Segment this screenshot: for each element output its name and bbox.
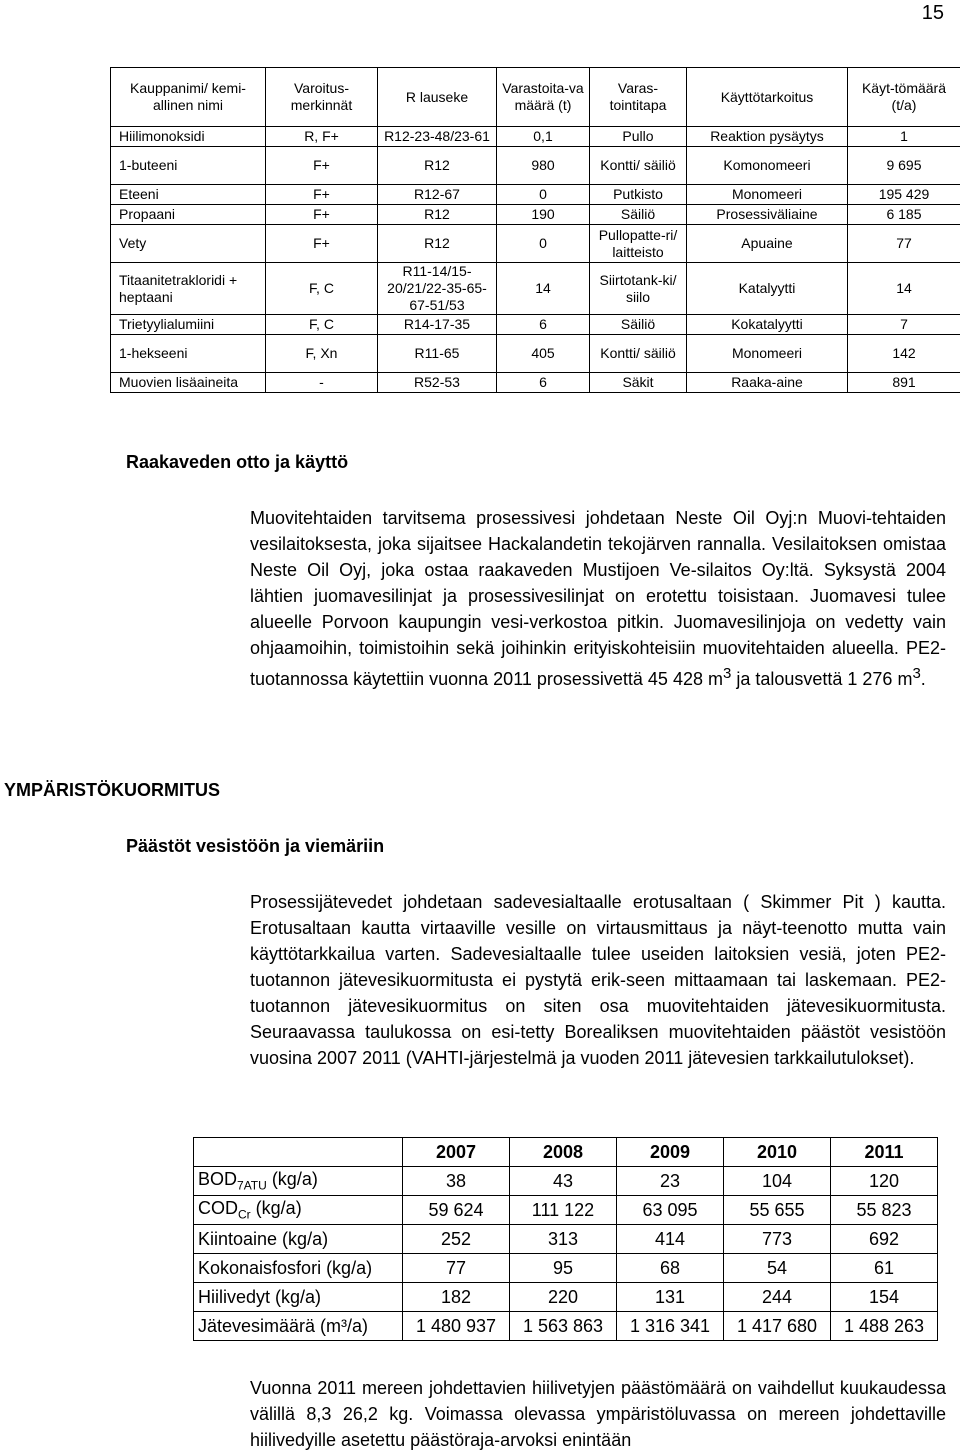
header-r-phrase: R lauseke	[378, 68, 497, 127]
table-cell: 1 316 341	[617, 1312, 724, 1341]
table-cell: 95	[510, 1254, 617, 1283]
label-subscript: 7ATU	[237, 1178, 267, 1193]
cell-usage: 195 429	[848, 185, 960, 205]
cell-r-phrase: R52-53	[378, 373, 497, 393]
cell-name: Hiilimonoksidi	[111, 127, 266, 147]
cell-r-phrase: R12	[378, 205, 497, 225]
closing-paragraph: Vuonna 2011 mereen johdettavien hiilivetyjen päästömäärä on vaihdellut kuukaudessa välillä 8,3 26,2 kg. Voimassa olevassa ympäristöluvassa on mereen johdettaville hiilivedyille asetettu päästöraja-arvoksi enintään	[250, 1378, 946, 1450]
table-row	[194, 1312, 938, 1341]
label-subscript: Cr	[238, 1207, 251, 1222]
cell-warning: F+	[266, 185, 378, 205]
header-purpose: Käyttötarkoitus	[687, 68, 848, 127]
table-row	[194, 1283, 938, 1312]
table-cell: 154	[831, 1283, 938, 1312]
cell-storage: Säiliö	[590, 205, 687, 225]
cell-storage: Putkisto	[590, 185, 687, 205]
table-cell: 244	[724, 1283, 831, 1312]
cell-purpose: Komonomeeri	[687, 147, 848, 185]
table-cell: 131	[617, 1283, 724, 1312]
cell-warning: F+	[266, 205, 378, 225]
table-row	[194, 1254, 938, 1283]
header-warning: Varoitus-merkinnät	[266, 68, 378, 127]
cell-warning: -	[266, 373, 378, 393]
cell-warning: F+	[266, 225, 378, 263]
cell-name: Trietyylialumiini	[111, 315, 266, 335]
row-label: Kiintoaine (kg/a)	[194, 1225, 403, 1254]
table-row	[111, 205, 960, 225]
table-cell: 120	[831, 1167, 938, 1196]
table-cell: 1 488 263	[831, 1312, 938, 1341]
cell-storage: Siirtotank-ki/ siilo	[590, 263, 687, 315]
cell-name: Muovien lisäaineita	[111, 373, 266, 393]
table-row	[111, 263, 960, 315]
label-unit: (kg/a)	[250, 1198, 302, 1219]
table-row	[111, 335, 960, 373]
table-cell: 77	[403, 1254, 510, 1283]
cell-usage: 1	[848, 127, 960, 147]
label-text: BOD	[198, 1169, 238, 1190]
page-number: 15	[921, 2, 944, 24]
table-row	[194, 1196, 938, 1225]
label-text: COD	[198, 1198, 238, 1219]
cell-storage: Kontti/ säiliö	[590, 147, 687, 185]
chemicals-table-header-row	[111, 68, 960, 127]
cell-quantity: 190	[497, 205, 590, 225]
cell-usage: 891	[848, 373, 960, 393]
row-label: Kokonaisfosfori (kg/a)	[194, 1254, 403, 1283]
row-label-cod	[194, 1196, 403, 1225]
table-row	[194, 1167, 938, 1196]
row-label: Hiilivedyt (kg/a)	[194, 1283, 403, 1312]
table-cell: 414	[617, 1225, 724, 1254]
cell-storage: Pullo	[590, 127, 687, 147]
cell-name: 1-buteeni	[111, 147, 266, 185]
cell-warning: F, C	[266, 263, 378, 315]
cell-purpose: Raaka-aine	[687, 373, 848, 393]
raw-water-text: Muovitehtaiden tarvitsema prosessivesi johdetaan Neste Oil Oyj:n Muovi-tehtaiden vesilaitoksesta, joka sijaitsee Hackalandetin tekojärven rannalla. Vesilaitoksen omistaa Neste Oil Oyj, joka ostaa raakaveden Mustijoen Ve-silaitos Oy:ltä. Syksystä 2004 lähtien juomavesilinjat ja prosessivesilinjat on erotettu toisistaan. Juomavesi tulee alueelle Porvoon kaupungin vesi-verkostoa pitkin. Juomavesilinjoja on vedetty vain ohjaamoihin, toimistoihin sekä joihinkin erityiskohteisiin muovitehtaiden alueella. PE2-tuotannossa käytettiin vuonna 2011 prosessivettä 45 428 m	[250, 508, 946, 689]
cell-name: Eteeni	[111, 185, 266, 205]
header-year: 2010	[724, 1138, 831, 1167]
table-row	[194, 1225, 938, 1254]
cell-purpose: Monomeeri	[687, 185, 848, 205]
table-cell: 773	[724, 1225, 831, 1254]
cell-quantity: 0,1	[497, 127, 590, 147]
cell-name: Vety	[111, 225, 266, 263]
table-cell: 63 095	[617, 1196, 724, 1225]
unit-exponent: 3	[912, 665, 921, 682]
row-label-bod	[194, 1167, 403, 1196]
cell-purpose: Apuaine	[687, 225, 848, 263]
cell-usage: 6 185	[848, 205, 960, 225]
table-cell: 23	[617, 1167, 724, 1196]
cell-quantity: 0	[497, 225, 590, 263]
table-cell: 54	[724, 1254, 831, 1283]
chemicals-table	[110, 67, 960, 393]
table-cell: 55 655	[724, 1196, 831, 1225]
table-row	[111, 147, 960, 185]
raw-water-paragraph	[250, 505, 946, 692]
cell-purpose: Prosessiväliaine	[687, 205, 848, 225]
cell-r-phrase: R12-67	[378, 185, 497, 205]
table-cell: 692	[831, 1225, 938, 1254]
label-unit: (kg/a)	[266, 1169, 318, 1190]
header-year: 2008	[510, 1138, 617, 1167]
unit-exponent: 3	[722, 665, 732, 682]
cell-quantity: 6	[497, 373, 590, 393]
header-year: 2011	[831, 1138, 938, 1167]
table-cell: 43	[510, 1167, 617, 1196]
table-cell: 38	[403, 1167, 510, 1196]
emissions-table	[193, 1137, 938, 1341]
raw-water-text-3: .	[920, 669, 926, 689]
section-heading-raw-water: Raakaveden otto ja käyttö	[126, 452, 349, 472]
header-year: 2007	[403, 1138, 510, 1167]
cell-r-phrase: R12	[378, 147, 497, 185]
cell-warning: R, F+	[266, 127, 378, 147]
table-row	[111, 185, 960, 205]
cell-storage: Kontti/ säiliö	[590, 335, 687, 373]
cell-r-phrase: R14-17-35	[378, 315, 497, 335]
cell-name: Propaani	[111, 205, 266, 225]
cell-usage: 14	[848, 263, 960, 315]
table-row	[111, 127, 960, 147]
header-usage: Käyt-tömäärä (t/a)	[848, 68, 960, 127]
table-row	[111, 225, 960, 263]
cell-quantity: 405	[497, 335, 590, 373]
cell-quantity: 6	[497, 315, 590, 335]
table-cell: 55 823	[831, 1196, 938, 1225]
cell-warning: F+	[266, 147, 378, 185]
cell-quantity: 0	[497, 185, 590, 205]
raw-water-text-2: ja talousvettä 1 276 m	[731, 669, 913, 689]
table-cell: 111 122	[510, 1196, 617, 1225]
row-label: Jätevesimäärä (m³/a)	[194, 1312, 403, 1341]
cell-purpose: Kokatalyytti	[687, 315, 848, 335]
table-cell: 104	[724, 1167, 831, 1196]
table-cell: 252	[403, 1225, 510, 1254]
cell-usage: 7	[848, 315, 960, 335]
cell-purpose: Monomeeri	[687, 335, 848, 373]
table-cell: 68	[617, 1254, 724, 1283]
cell-warning: F, C	[266, 315, 378, 335]
header-storage: Varas-tointitapa	[590, 68, 687, 127]
cell-quantity: 980	[497, 147, 590, 185]
header-year: 2009	[617, 1138, 724, 1167]
table-cell: 1 563 863	[510, 1312, 617, 1341]
table-cell: 1 480 937	[403, 1312, 510, 1341]
header-blank	[194, 1138, 403, 1167]
table-cell: 182	[403, 1283, 510, 1312]
header-name: Kauppanimi/ kemi-allinen nimi	[111, 68, 266, 127]
cell-usage: 9 695	[848, 147, 960, 185]
table-cell: 313	[510, 1225, 617, 1254]
cell-r-phrase: R12-23-48/23-61	[378, 127, 497, 147]
table-cell: 220	[510, 1283, 617, 1312]
table-cell: 59 624	[403, 1196, 510, 1225]
cell-r-phrase: R11-14/15-20/21/22-35-65-67-51/53	[378, 263, 497, 315]
cell-storage: Pullopatte-ri/ laitteisto	[590, 225, 687, 263]
cell-name: Titaanitetrakloridi + heptaani	[111, 263, 266, 315]
cell-usage: 142	[848, 335, 960, 373]
section-heading-environmental-load: YMPÄRISTÖKUORMITUS	[4, 780, 220, 800]
emissions-header-row	[194, 1138, 938, 1167]
emissions-paragraph: Prosessijätevedet johdetaan sadevesialtaalle erotusaltaan ( Skimmer Pit ) kautta. Erotusaltaan kautta virtaaville vesille on virtausmittaus ja näyt-teenotto mutta vain käyttötarkkailua varten. Sadevesialtaalle tulee useiden laitoksien vesiä, joten PE2-tuotannon jätevesikuormitusta ei pystytä erik-seen mittaamaan tai laskemaan. PE2-tuotannon jätevesikuormitus on siten osa muovitehtaiden jätevesikuormitusta. Seuraavassa taulukossa on esi-tetty Borealiksen muovitehtaiden päästöt vesistöön vuosina 2007 2011 (VAHTI-järjestelmä ja vuoden 2011 jätevesien tarkkailutulokset).	[250, 892, 946, 1068]
header-quantity: Varastoita-va määrä (t)	[497, 68, 590, 127]
cell-r-phrase: R11-65	[378, 335, 497, 373]
cell-storage: Säiliö	[590, 315, 687, 335]
section-heading-emissions: Päästöt vesistöön ja viemäriin	[126, 836, 385, 856]
cell-storage: Säkit	[590, 373, 687, 393]
cell-purpose: Katalyytti	[687, 263, 848, 315]
table-row	[111, 373, 960, 393]
table-cell: 1 417 680	[724, 1312, 831, 1341]
table-row	[111, 315, 960, 335]
cell-warning: F, Xn	[266, 335, 378, 373]
cell-name: 1-hekseeni	[111, 335, 266, 373]
cell-r-phrase: R12	[378, 225, 497, 263]
cell-quantity: 14	[497, 263, 590, 315]
cell-usage: 77	[848, 225, 960, 263]
cell-purpose: Reaktion pysäytys	[687, 127, 848, 147]
table-cell: 61	[831, 1254, 938, 1283]
